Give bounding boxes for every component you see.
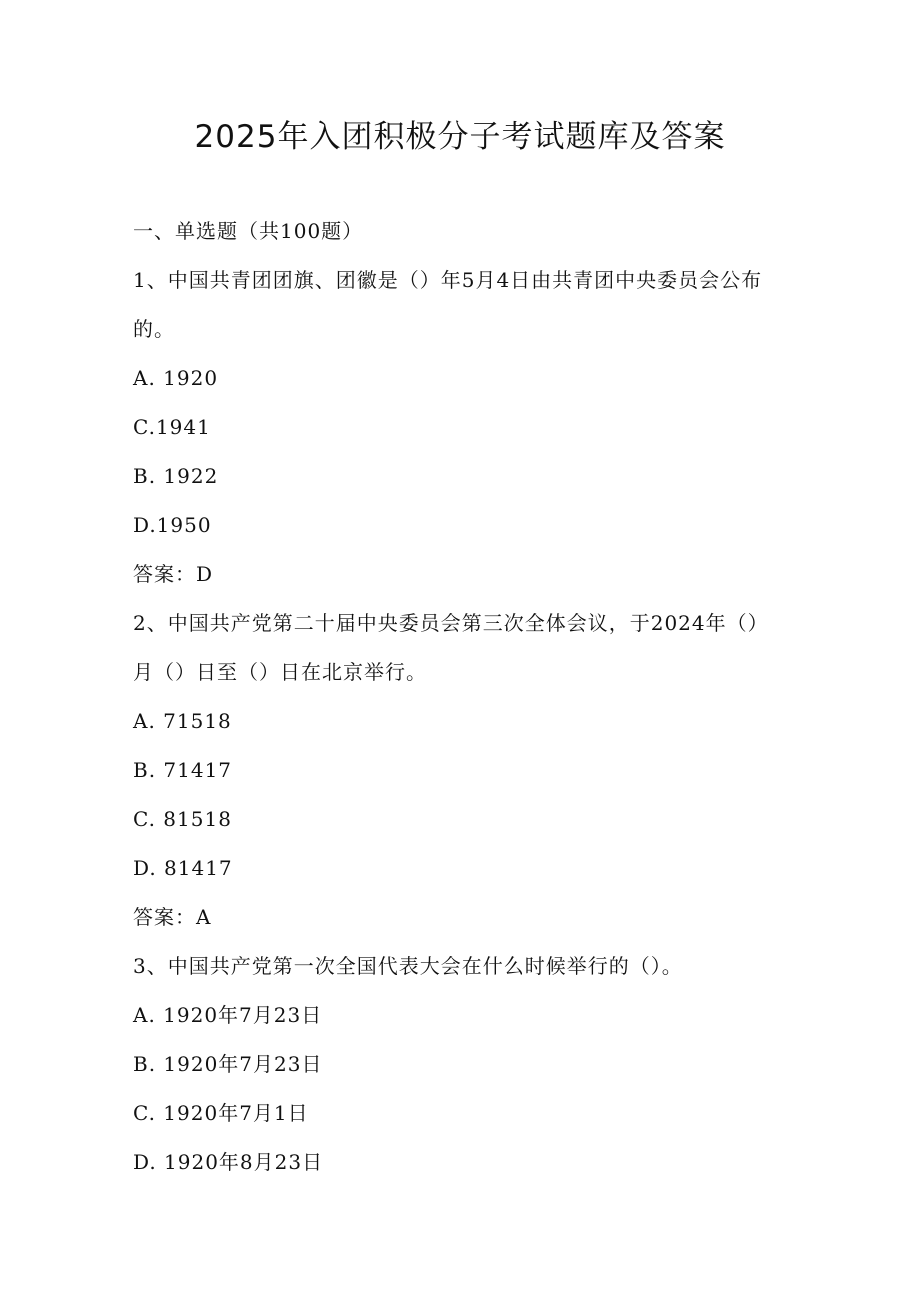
- option-item: A. 1920: [133, 366, 219, 390]
- question-body: 中国共产党第一次全国代表大会在什么时候举行的（）。: [167, 954, 683, 978]
- option-item: A. 71518: [133, 709, 232, 733]
- question-1: [133, 256, 783, 599]
- question-2: [133, 599, 783, 942]
- question-body: 中国共产党第二十届中央委员会第三次全体会议，于2024年（）月（）日至（）日在北京举行。: [133, 611, 769, 684]
- option-item: B. 71417: [133, 758, 233, 782]
- option-item: D.1950: [133, 513, 212, 537]
- question-number: 3、: [133, 954, 168, 978]
- page-title: 2025年入团积极分子考试题库及答案: [194, 119, 726, 155]
- question-body: 中国共青团团旗、团徽是（）年5月4日由共青团中央委员会公布的。: [133, 268, 763, 341]
- question-text: [133, 942, 783, 991]
- question-number: 2、: [133, 611, 168, 635]
- question-3: [133, 942, 783, 1187]
- option-item: C. 1920年7月1日: [133, 1101, 309, 1125]
- option-item: D. 1920年8月23日: [133, 1150, 324, 1174]
- answer-line: 答案：A: [133, 905, 212, 929]
- question-text: [133, 599, 783, 697]
- document-body: [133, 207, 783, 1187]
- question-number: 1、: [133, 268, 168, 292]
- option-item: D. 81417: [133, 856, 233, 880]
- option-item: B. 1922: [133, 464, 219, 488]
- section-heading: 一、单选题（共100题）: [133, 219, 364, 243]
- option-item: B. 1920年7月23日: [133, 1052, 323, 1076]
- option-item: C.1941: [133, 415, 211, 439]
- option-item: C. 81518: [133, 807, 232, 831]
- question-text: [133, 256, 783, 354]
- answer-line: 答案：D: [133, 562, 214, 586]
- option-item: A. 1920年7月23日: [133, 1003, 323, 1027]
